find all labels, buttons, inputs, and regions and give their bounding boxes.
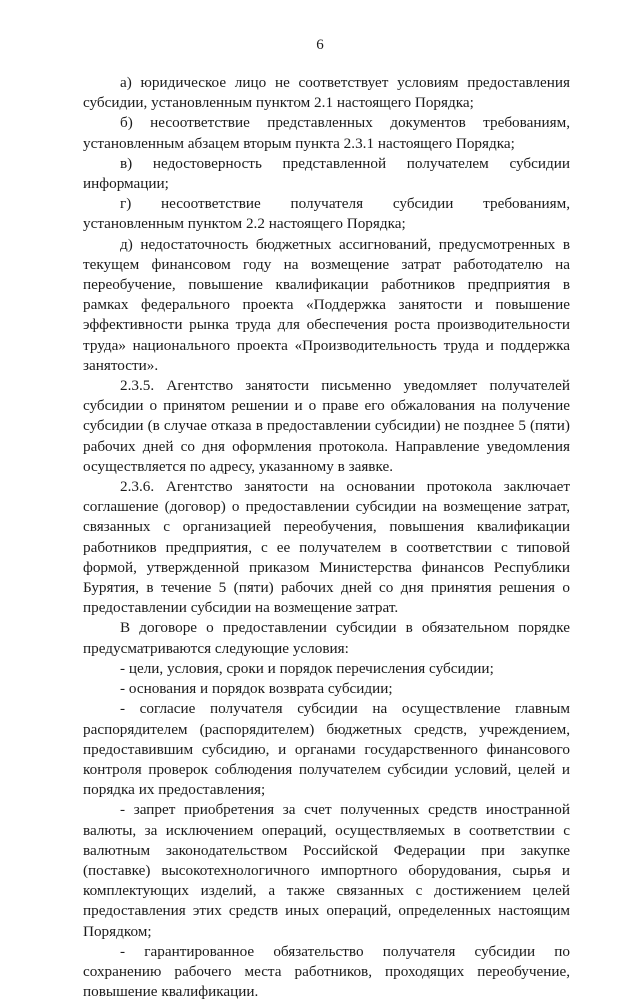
condition-goals: - цели, условия, сроки и порядок перечисления субсидии; [120, 659, 494, 677]
document-body [83, 73, 570, 1002]
clause-2-3-6: 2.3.6. Агентство занятости на основании протокола заключает соглашение (договор) о предоставлении субсидии на возмещение затрат, связанных с организацией переобучения, повышения квалификации работников предприятия, с ее получателем в соответствии с типовой формой, утвержденной приказом Министерства финансов Республики Бурятия, в течение 5 (пяти) рабочих дней со дня принятия решения о предоставлении субсидии на возмещение затрат. [83, 478, 570, 617]
page-number: 6 [316, 37, 324, 53]
paragraph-v: в) недостоверность представленной получателем субсидии информации; [83, 154, 570, 193]
contract-conditions-intro: В договоре о предоставлении субсидии в обязательном порядке предусматриваются следующие условия: [83, 619, 570, 657]
paragraph-b: б) несоответствие представленных документов требованиям, установленным абзацем вторым пункта 2.3.1 настоящего Порядка; [83, 114, 570, 152]
condition-currency-ban: - запрет приобретения за счет полученных средств иностранной валюты, за исключением операций, осуществляемых в соответствии с валютным законодательством Российской Федерации при закупке (поставке) высокотехнологичного импортного оборудования, сырья и комплектующих изделий, а также связанных с достижением целей предоставления этих средств иных операций, определенных настоящим Порядком; [83, 801, 570, 940]
paragraph-g: г) несоответствие получателя субсидии требованиям, установленным пунктом 2.2 настоящего Порядка; [83, 195, 570, 233]
condition-refund: - основания и порядок возврата субсидии; [120, 680, 393, 698]
paragraph-a: а) юридическое лицо не соответствует условиям предоставления субсидии, установленным пунктом 2.1 настоящего Порядка; [83, 74, 570, 112]
paragraph-d: д) недостаточность бюджетных ассигнований, предусмотренных в текущем финансовом году на возмещение затрат работодателю на переобучение, повышение квалификации работников предприятия в рамках федерального проекта «Поддержка занятости и повышение эффективности рынка труда для обеспечения роста производительности труда» национального проекта «Производительность труда и поддержка занятости». [83, 235, 570, 374]
condition-job-retention: - гарантированное обязательство получателя субсидии по сохранению рабочего места работников, проходящих переобучение, повышение квалификации. [83, 942, 570, 1001]
clause-2-3-5: 2.3.5. Агентство занятости письменно уведомляет получателей субсидии о принятом решении и о праве его обжалования на получение субсидии (в случае отказа в предоставлении субсидии) не позднее 5 (пяти) рабочих дней со дня оформления протокола. Направление уведомления осуществляется по адресу, указанному в заявке. [83, 377, 570, 475]
condition-audit-consent: - согласие получателя субсидии на осуществление главным распорядителем (распорядителем) бюджетных средств, учреждением, предоставившим субсидию, и органами государственного финансового контроля проверок соблюдения получателем субсидии условий, целей и порядка их предоставления; [83, 700, 570, 799]
